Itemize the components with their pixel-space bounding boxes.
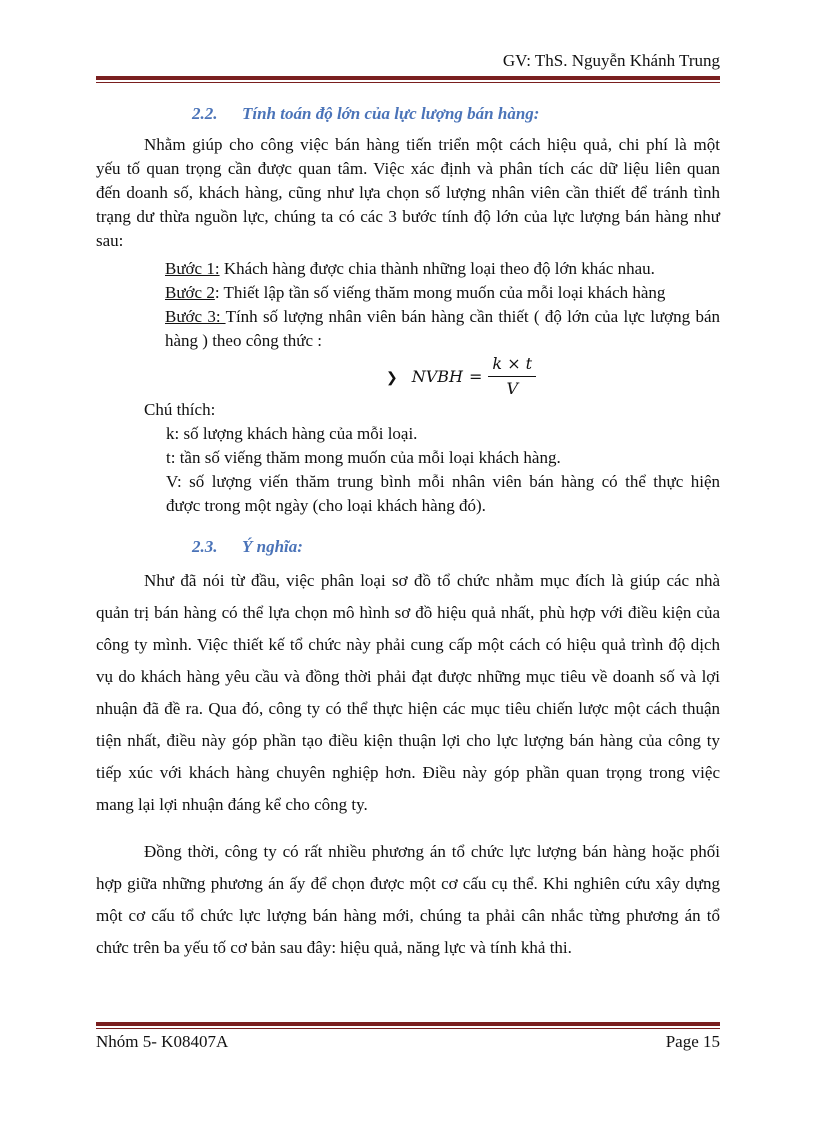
footer-rule	[96, 1022, 720, 1029]
page-number: Page 15	[665, 1032, 720, 1051]
formula-equals: =	[469, 366, 483, 386]
note-item: t: tần số viếng thăm mong muốn của mỗi loại khách hàng.	[166, 448, 561, 467]
text-line: tiện nhất, điều này góp phần tạo điều kiện thuận lợi cho lực lượng bán hàng của công ty	[96, 731, 720, 750]
text-line: hợp giữa những phương án ấy để chọn được một cơ cấu cụ thể. Khi nghiên cứu xây dựng	[96, 874, 720, 893]
text-line: trạng dư thừa nguồn lực, chúng ta có các 3 bước tính độ lớn của lực lượng bán hàng như	[96, 207, 720, 226]
section-heading-2-3	[192, 537, 303, 557]
step-label: Bước 3:	[165, 307, 226, 326]
section-title: Ý nghĩa:	[242, 537, 303, 556]
text-line: tiếp xúc với khách hàng chuyên nghiệp hơn. Điều này góp phần quan trọng trong việc	[96, 763, 720, 782]
formula-denominator: V	[506, 378, 519, 398]
note-continuation: được trong một ngày (cho loại khách hàng đó).	[166, 496, 486, 515]
text-line: yếu tố quan trọng cần được quan tâm. Việc xác định và phân tích các dữ liệu liên quan	[96, 159, 720, 178]
text-line: đến doanh số, khách hàng, cũng như lựa chọn số lượng nhân viên cần thiết để tránh tình	[96, 183, 720, 202]
text-line: sau:	[96, 231, 124, 250]
text-line: quản trị bán hàng có thể lựa chọn mô hình sơ đồ hiệu quả nhất, phù hợp với điều kiện của	[96, 603, 720, 622]
step-label: Bước 2	[165, 283, 215, 302]
meaning-paragraph-1	[96, 565, 720, 821]
text-line: nhuận đã đề ra. Qua đó, công ty có thể thực hiện các mục tiêu chiến lược một cách thuận	[96, 699, 720, 718]
note-item: k: số lượng khách hàng của mỗi loại.	[166, 424, 418, 443]
intro-paragraph	[96, 133, 720, 253]
footer-group-label: Nhóm 5- K08407A	[96, 1032, 229, 1051]
formula-fraction	[488, 354, 536, 399]
meaning-paragraph-2	[96, 836, 720, 964]
step-text: Khách hàng được chia thành những loại theo độ lớn khác nhau.	[219, 259, 655, 278]
chevron-right-icon: ❯	[386, 370, 398, 386]
text-line: vụ do khách hàng yêu cầu và đồng thời phải đạt được những mục tiêu về doanh số và lợi	[96, 667, 720, 686]
section-number: 2.2.	[192, 104, 218, 123]
text-line: chức trên ba yếu tố cơ bản sau đây: hiệu quả, năng lực và tính khả thi.	[96, 938, 572, 957]
page-header-author: GV: ThS. Nguyễn Khánh Trung	[502, 51, 720, 70]
text-line: Như đã nói từ đầu, việc phân loại sơ đồ tổ chức nhằm mục đích là giúp các nhà	[144, 571, 720, 590]
section-number: 2.3.	[192, 537, 218, 556]
step-label: Bước 1:	[165, 259, 220, 278]
text-line: mang lại lợi nhuận đáng kể cho công ty.	[96, 795, 368, 814]
notes-title: Chú thích:	[144, 400, 216, 419]
notes-block	[144, 398, 720, 518]
steps-list	[165, 257, 720, 353]
formula	[386, 351, 536, 401]
step-continuation: hàng ) theo công thức :	[165, 331, 322, 350]
section-title: Tính toán độ lớn của lực lượng bán hàng:	[242, 104, 540, 123]
text-line: công ty mình. Việc thiết kế tổ chức này phải cung cấp một cách có hiệu quả trình độ dịch	[96, 635, 720, 654]
note-item: V: số lượng viến thăm trung bình mỗi nhân viên bán hàng có thể thực hiện	[166, 472, 720, 491]
step-item	[165, 281, 720, 305]
section-heading-2-2	[192, 104, 539, 124]
step-item	[165, 257, 720, 281]
step-text: Tính số lượng nhân viên bán hàng cần thiết ( độ lớn của lực lượng bán	[225, 307, 720, 326]
formula-lhs: NVBH	[411, 366, 463, 386]
header-rule	[96, 76, 720, 83]
text-line: Đồng thời, công ty có rất nhiều phương án tổ chức lực lượng bán hàng hoặc phối	[144, 842, 720, 861]
step-item	[165, 305, 720, 329]
step-text: : Thiết lập tần số viếng thăm mong muốn của mỗi loại khách hàng	[214, 283, 666, 302]
text-line: Nhằm giúp cho công việc bán hàng tiến triển một cách hiệu quả, chi phí là một	[144, 135, 720, 154]
formula-numerator: k × t	[488, 354, 536, 377]
text-line: một cơ cấu tổ chức lực lượng bán hàng mới, chúng ta phải cân nhắc từng phương án tổ	[96, 906, 720, 925]
